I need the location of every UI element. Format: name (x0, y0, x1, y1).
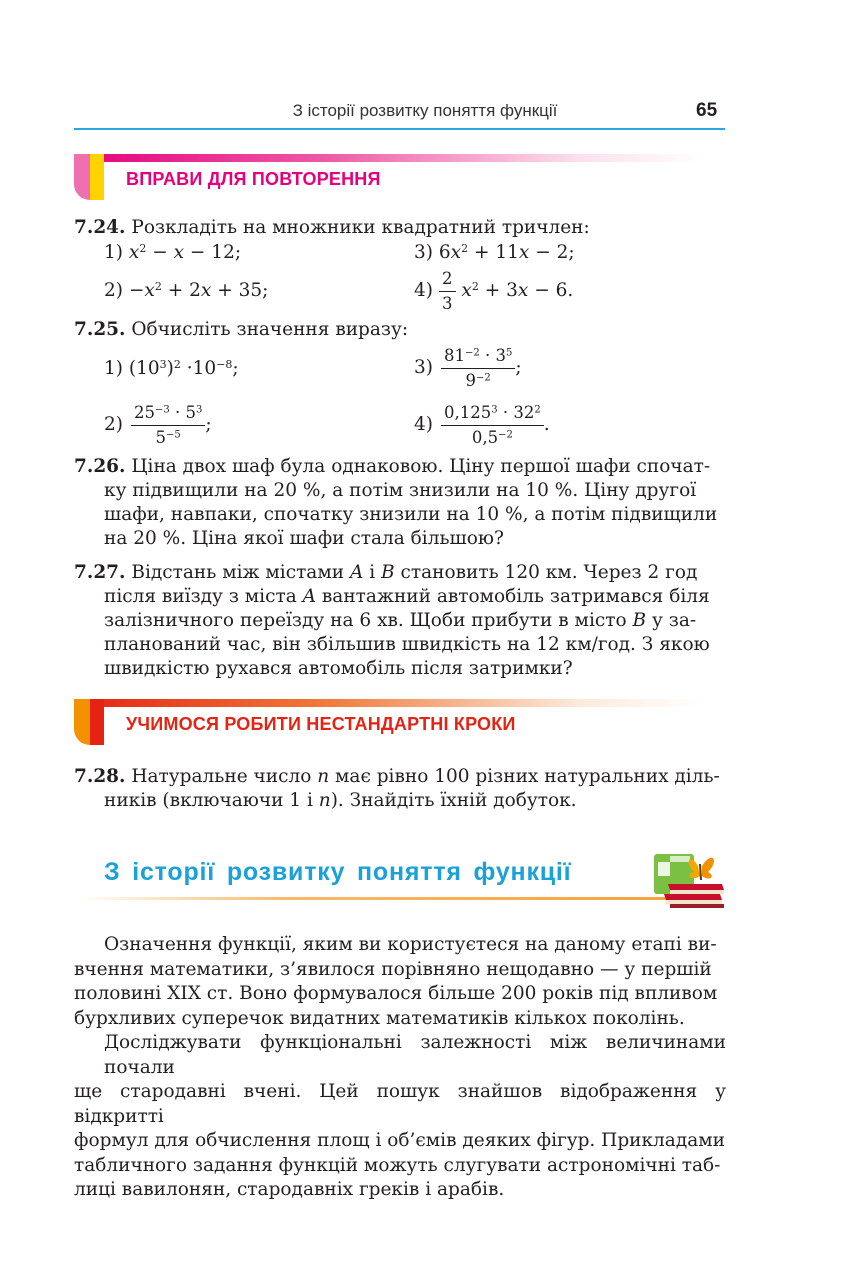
math-expression: $x^2 + 3x - 6$. (461, 279, 574, 301)
math-expression: $(10^3)^2 \cdot 10^{-8}$; (128, 357, 239, 379)
problem-7-24-item-1 (104, 241, 241, 265)
paragraph-line: табличного задання функцій можуть слугувати астрономічні таб- (74, 1154, 721, 1176)
variable: n (317, 766, 330, 787)
text: після виїзду з міста (104, 586, 297, 607)
section-title-nonstandard: УЧИМОСЯ РОБИТИ НЕСТАНДАРТНІ КРОКИ (126, 714, 516, 734)
item-number: 1) (104, 358, 123, 379)
item-number: 1) (104, 242, 123, 263)
text: і (369, 562, 376, 583)
problem-7-24-item-2 (104, 279, 268, 303)
text: Натуральне число (131, 766, 312, 787)
paragraph-line: вчення математики, з’явилося порівняно нещодавно — у першій (74, 958, 712, 980)
punctuation: . (543, 414, 550, 435)
problem-7-26 (74, 455, 726, 551)
variable: A (349, 562, 364, 583)
fraction-denominator: $0,5^{-2}$ (471, 427, 513, 447)
text: залізничного переїзду на 6 хв. Щоби прибути в місто (104, 610, 627, 631)
fraction-numerator: $25^{-3} \cdot 5^3$ (131, 403, 205, 426)
text: ників (включаючи 1 і (104, 790, 313, 811)
fraction-numerator: $81^{-2} \cdot 3^5$ (441, 346, 515, 369)
problem-7-25-item-1 (104, 357, 239, 381)
math-expression: $-x^2 + 2x + 35$; (128, 279, 269, 301)
fraction-numerator: 2 (439, 269, 456, 292)
fraction (131, 403, 205, 448)
problem-text: Розкладіть на множники квадратний тричлен: (131, 217, 590, 238)
fraction-denominator: $5^{-5}$ (155, 427, 181, 447)
problem-7-25-item-2 (104, 400, 212, 450)
problem-line: ку підвищили на 20 %, а потім знизили на 10 %. Ціну другої (104, 480, 697, 501)
item-number: 2) (104, 414, 123, 435)
paragraph-line: половині XIX ст. Воно формувалося більше 200 років під впливом (74, 983, 718, 1004)
section-banner-nonstandard (74, 699, 725, 745)
paragraph-line: лиці вавилонян, стародавніх греків і арабів. (74, 1179, 505, 1200)
problem-line (74, 609, 726, 633)
problem-line (74, 585, 726, 609)
problem-text: Обчисліть значення виразу: (131, 319, 409, 340)
running-title: З історії розвитку поняття функції (292, 101, 558, 120)
problem-number: 7.26. (74, 456, 126, 477)
math-expression: $x^2 - x - 12$; (128, 241, 242, 263)
history-title-rule (78, 897, 668, 900)
banner-tab-accent (90, 154, 104, 200)
problem-line: швидкістю рухався автомобіль після затримки? (104, 658, 573, 679)
problem-number: 7.25. (74, 319, 126, 340)
section-title-review: ВПРАВИ ДЛЯ ПОВТОРЕННЯ (126, 169, 381, 189)
problem-7-25-item-3 (414, 343, 522, 393)
problem-7-24-item-3 (414, 241, 575, 265)
item-number: 4) (414, 414, 433, 435)
item-number: 4) (414, 280, 433, 301)
text: вантажний автомобіль затримався біля (321, 586, 710, 607)
fraction-numerator: $0,125^3 \cdot 32^2$ (441, 403, 544, 426)
variable: n (318, 790, 331, 811)
text: становить 120 км. Через 2 год (400, 562, 698, 583)
problem-line (74, 789, 726, 813)
text: має рівно 100 різних натуральних діль- (335, 766, 720, 787)
problem-7-24-item-4 (414, 266, 573, 316)
history-paragraph-2 (74, 1031, 726, 1203)
problem-7-24 (74, 216, 590, 240)
history-section-title: З історії розвитку поняття функції (104, 858, 572, 886)
math-expression: $6x^2 + 11x - 2$; (438, 241, 575, 263)
banner-gradient-bar (74, 699, 704, 707)
problem-line (74, 765, 726, 789)
text: ). Знайдіть їхній добуток. (330, 790, 577, 811)
problem-number: 7.27. (74, 562, 126, 583)
punctuation: ; (515, 357, 522, 378)
text: у за- (651, 610, 697, 631)
paragraph-line: ще стародавні вчені. Цей пошук знайшов відображення у відкритті (74, 1081, 726, 1127)
problem-line: планований час, він збільшив швидкість на 12 км/год. З якою (104, 634, 710, 655)
section-banner-review (74, 154, 725, 200)
paragraph-line: Означення функції, яким ви користуєтеся на даному етапі ви- (104, 934, 717, 955)
text: Відстань між містами (131, 562, 345, 583)
problem-7-25 (74, 318, 408, 342)
fraction-denominator: 3 (442, 293, 453, 313)
problem-line: на 20 %. Ціна якої шафи стала більшою? (104, 528, 504, 549)
history-paragraph-1 (74, 933, 726, 1031)
problem-text: Ціна двох шаф була однаковою. Ціну першої шафи спочат- (131, 456, 711, 477)
item-number: 3) (414, 242, 433, 263)
page-number: 65 (696, 100, 718, 121)
problem-7-25-item-4 (414, 400, 550, 450)
paragraph-line: бурхливих суперечок видатних математиків кількох поколінь. (74, 1007, 685, 1029)
books-butterfly-icon (650, 848, 726, 912)
fraction-denominator: $9^{-2}$ (465, 370, 491, 390)
paragraph-line: формул для обчислення площ і об’ємів деяких фігур. Прикладами (74, 1130, 725, 1151)
fraction (441, 403, 544, 448)
paragraph-line: Досліджувати функціональні залежності між величинами почали (104, 1032, 726, 1078)
problem-number: 7.24. (74, 217, 126, 238)
problem-7-28 (74, 765, 726, 813)
variable: B (632, 610, 647, 631)
problem-line (74, 561, 726, 585)
problem-7-27 (74, 561, 726, 681)
problem-number: 7.28. (74, 766, 126, 787)
banner-gradient-bar (74, 154, 704, 162)
item-number: 2) (104, 280, 123, 301)
fraction (441, 346, 515, 391)
variable: A (302, 586, 316, 607)
problem-line: шафи, навпаки, спочатку знизили на 10 %, а потім підвищили (104, 504, 718, 525)
header-rule (74, 128, 725, 130)
problem-line (74, 455, 726, 479)
fraction (439, 269, 456, 314)
item-number: 3) (414, 357, 433, 378)
variable: B (381, 562, 395, 583)
punctuation: ; (205, 414, 212, 435)
banner-tab-accent (90, 699, 104, 745)
